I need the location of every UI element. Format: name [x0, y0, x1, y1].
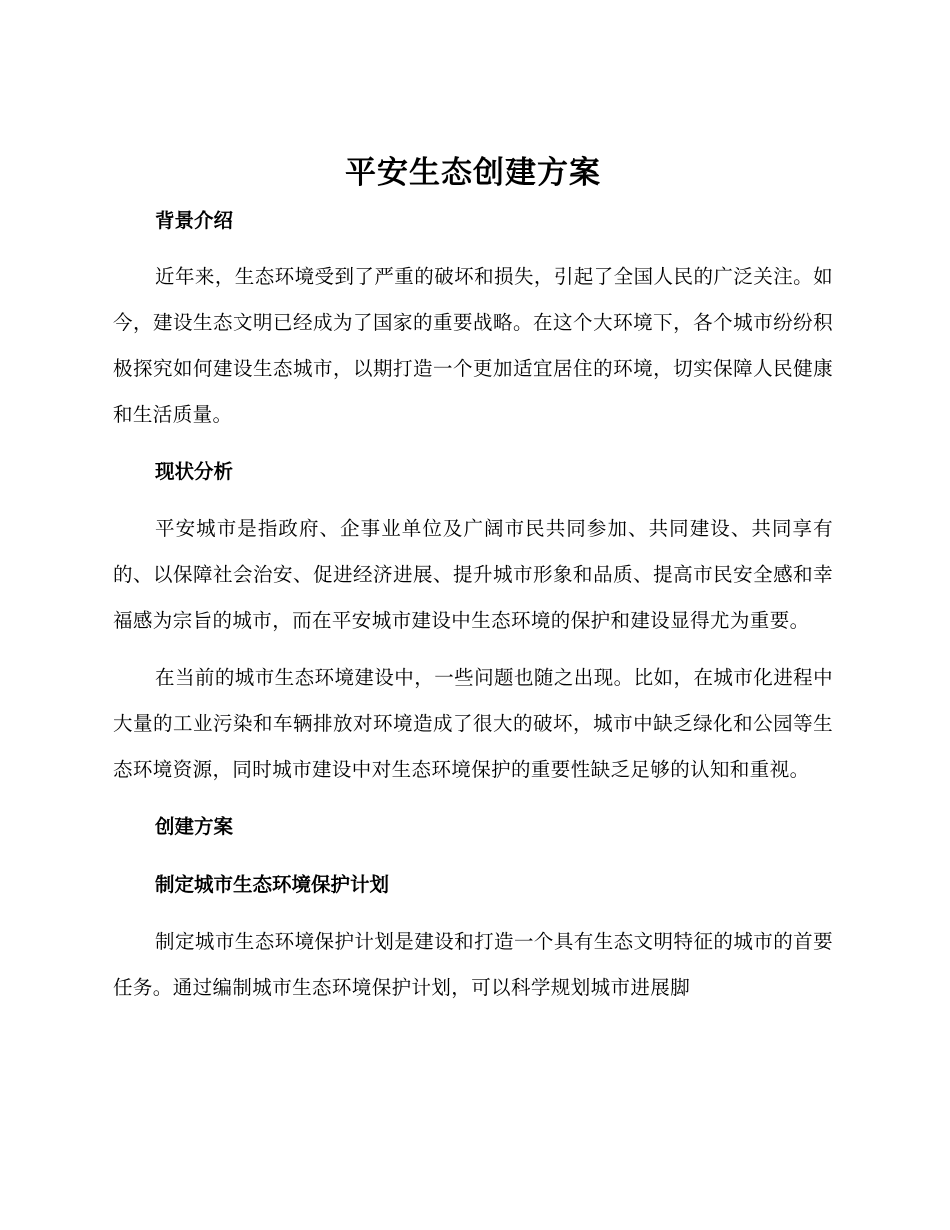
document-page	[113, 148, 833, 1011]
section-heading-status: 现状分析	[155, 460, 234, 483]
document-title: 平安生态创建方案	[345, 155, 601, 191]
paragraph-status-1: 平安城市是指政府、企事业单位及广阔市民共同参加、共同建设、共同享有的、以保障社会治安、促进经济进展、提升城市形象和品质、提高市民安全感和幸福感为宗旨的城市，而在平安城市建设中生态环境的保护和建设显得尤为重要。	[113, 517, 833, 632]
paragraph-status-2: 在当前的城市生态环境建设中，一些问题也随之出现。比如，在城市化进程中大量的工业污染和车辆排放对环境造成了很大的破坏，城市中缺乏绿化和公园等生态环境资源，同时城市建设中对生态环境保护的重要性缺乏足够的认知和重视。	[113, 666, 833, 781]
section-heading-plan: 创建方案	[155, 815, 234, 838]
section-heading-background: 背景介绍	[155, 209, 234, 232]
subheading-plan: 制定城市生态环境保护计划	[155, 873, 390, 896]
paragraph-background: 近年来，生态环境受到了严重的破坏和损失，引起了全国人民的广泛关注。如今，建设生态文明已经成为了国家的重要战略。在这个大环境下，各个城市纷纷积极探究如何建设生态城市，以期打造一个更加适宜居住的环境，切实保障人民健康和生活质量。	[113, 265, 833, 426]
paragraph-plan: 制定城市生态环境保护计划是建设和打造一个具有生态文明特征的城市的首要任务。通过编制城市生态环境保护计划，可以科学规划城市进展脚	[113, 930, 833, 999]
